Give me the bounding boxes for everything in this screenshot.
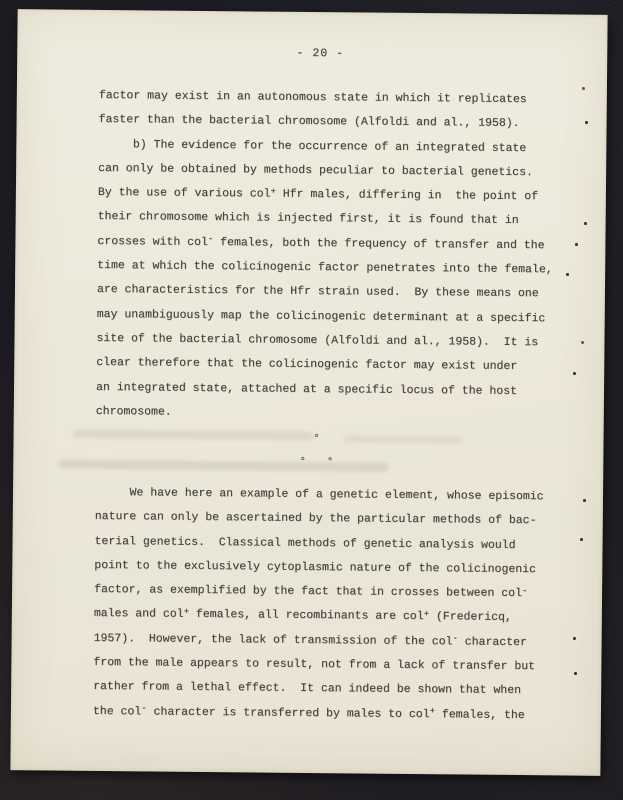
scan-speck	[580, 538, 583, 541]
text-line: We have here an example of a genetic element, whose episomic	[94, 485, 544, 504]
page-number: - 20 -	[296, 46, 345, 61]
text-line: nature can only be ascertained by the particular methods of bac-	[94, 510, 537, 528]
separator-bottom-row	[95, 449, 537, 476]
scan-speck	[566, 273, 569, 276]
text-line: crosses with col- females, both the frequency of transfer and the	[97, 234, 545, 253]
text-line: from the male appears to result, not from a lack of transfer but	[93, 656, 536, 674]
text-line: site of the bacterial chromosome (Alfoldi and al., 1958). It is	[96, 331, 539, 350]
text-line: time at which the colicinogenic factor penetrates into the female,	[97, 259, 553, 277]
scan-speck	[573, 637, 576, 640]
text-line: point to the exclusively cytoplasmic nature of the colicinogenic	[94, 558, 537, 577]
text-line: can only be obtained by methods peculiar to bacterial genetics.	[98, 161, 533, 180]
text-line: factor may exist in an autonomous state in which it replicates	[98, 88, 527, 107]
text-line: clear therefore that the colicinogenic factor may exist under	[96, 356, 518, 374]
text-line: faster than the bacterial chromosome (Alfoldi and al., 1958).	[98, 113, 520, 131]
text-line: are characteristics for the Hfr strain used. By these means one	[96, 283, 539, 301]
scan-speck	[581, 341, 584, 344]
scan-speck	[584, 222, 587, 225]
text-line: b) The evidence for the occurrence of an integrated state	[98, 137, 527, 155]
separator-dot: °	[313, 433, 320, 446]
text-line: By the use of various col+ Hfr males, differing in the point of	[97, 186, 539, 204]
text-line: the col- character is transferred by males to col+ females, the	[92, 703, 525, 722]
text-line: an integrated state, attached at a specific locus of the host	[95, 380, 518, 398]
scan-speck	[575, 243, 578, 246]
section-separator	[95, 426, 537, 476]
scan-speck	[583, 499, 586, 502]
text-line: terial genetics. Classical methods of genetic analysis would	[94, 534, 516, 552]
scanned-page	[10, 9, 607, 776]
paragraph-1	[96, 84, 579, 429]
separator-dot: °	[326, 456, 334, 469]
text-line: rather from a lethal effect. It can indeed be shown that when	[93, 680, 522, 698]
text-line: males and col+ females, all recombinants are col+ (Fredericq,	[93, 606, 512, 625]
scan-speck	[574, 672, 577, 675]
text-line: 1957). However, the lack of transmission of the col- character	[93, 631, 527, 649]
separator-dot: °	[299, 455, 306, 468]
text-line: factor, as exemplified by the fact that in crosses between col-	[94, 583, 528, 601]
scan-speck	[585, 121, 588, 124]
text-line: may unambiguously map the colicinogenic determinant at a specific	[96, 307, 546, 325]
scan-speck	[582, 87, 585, 90]
scan-speck	[573, 372, 576, 375]
paragraph-2	[93, 481, 575, 729]
text-line: their chromosome which is injected first, it is found that in	[97, 210, 519, 228]
text-line: chromosome.	[95, 404, 172, 419]
